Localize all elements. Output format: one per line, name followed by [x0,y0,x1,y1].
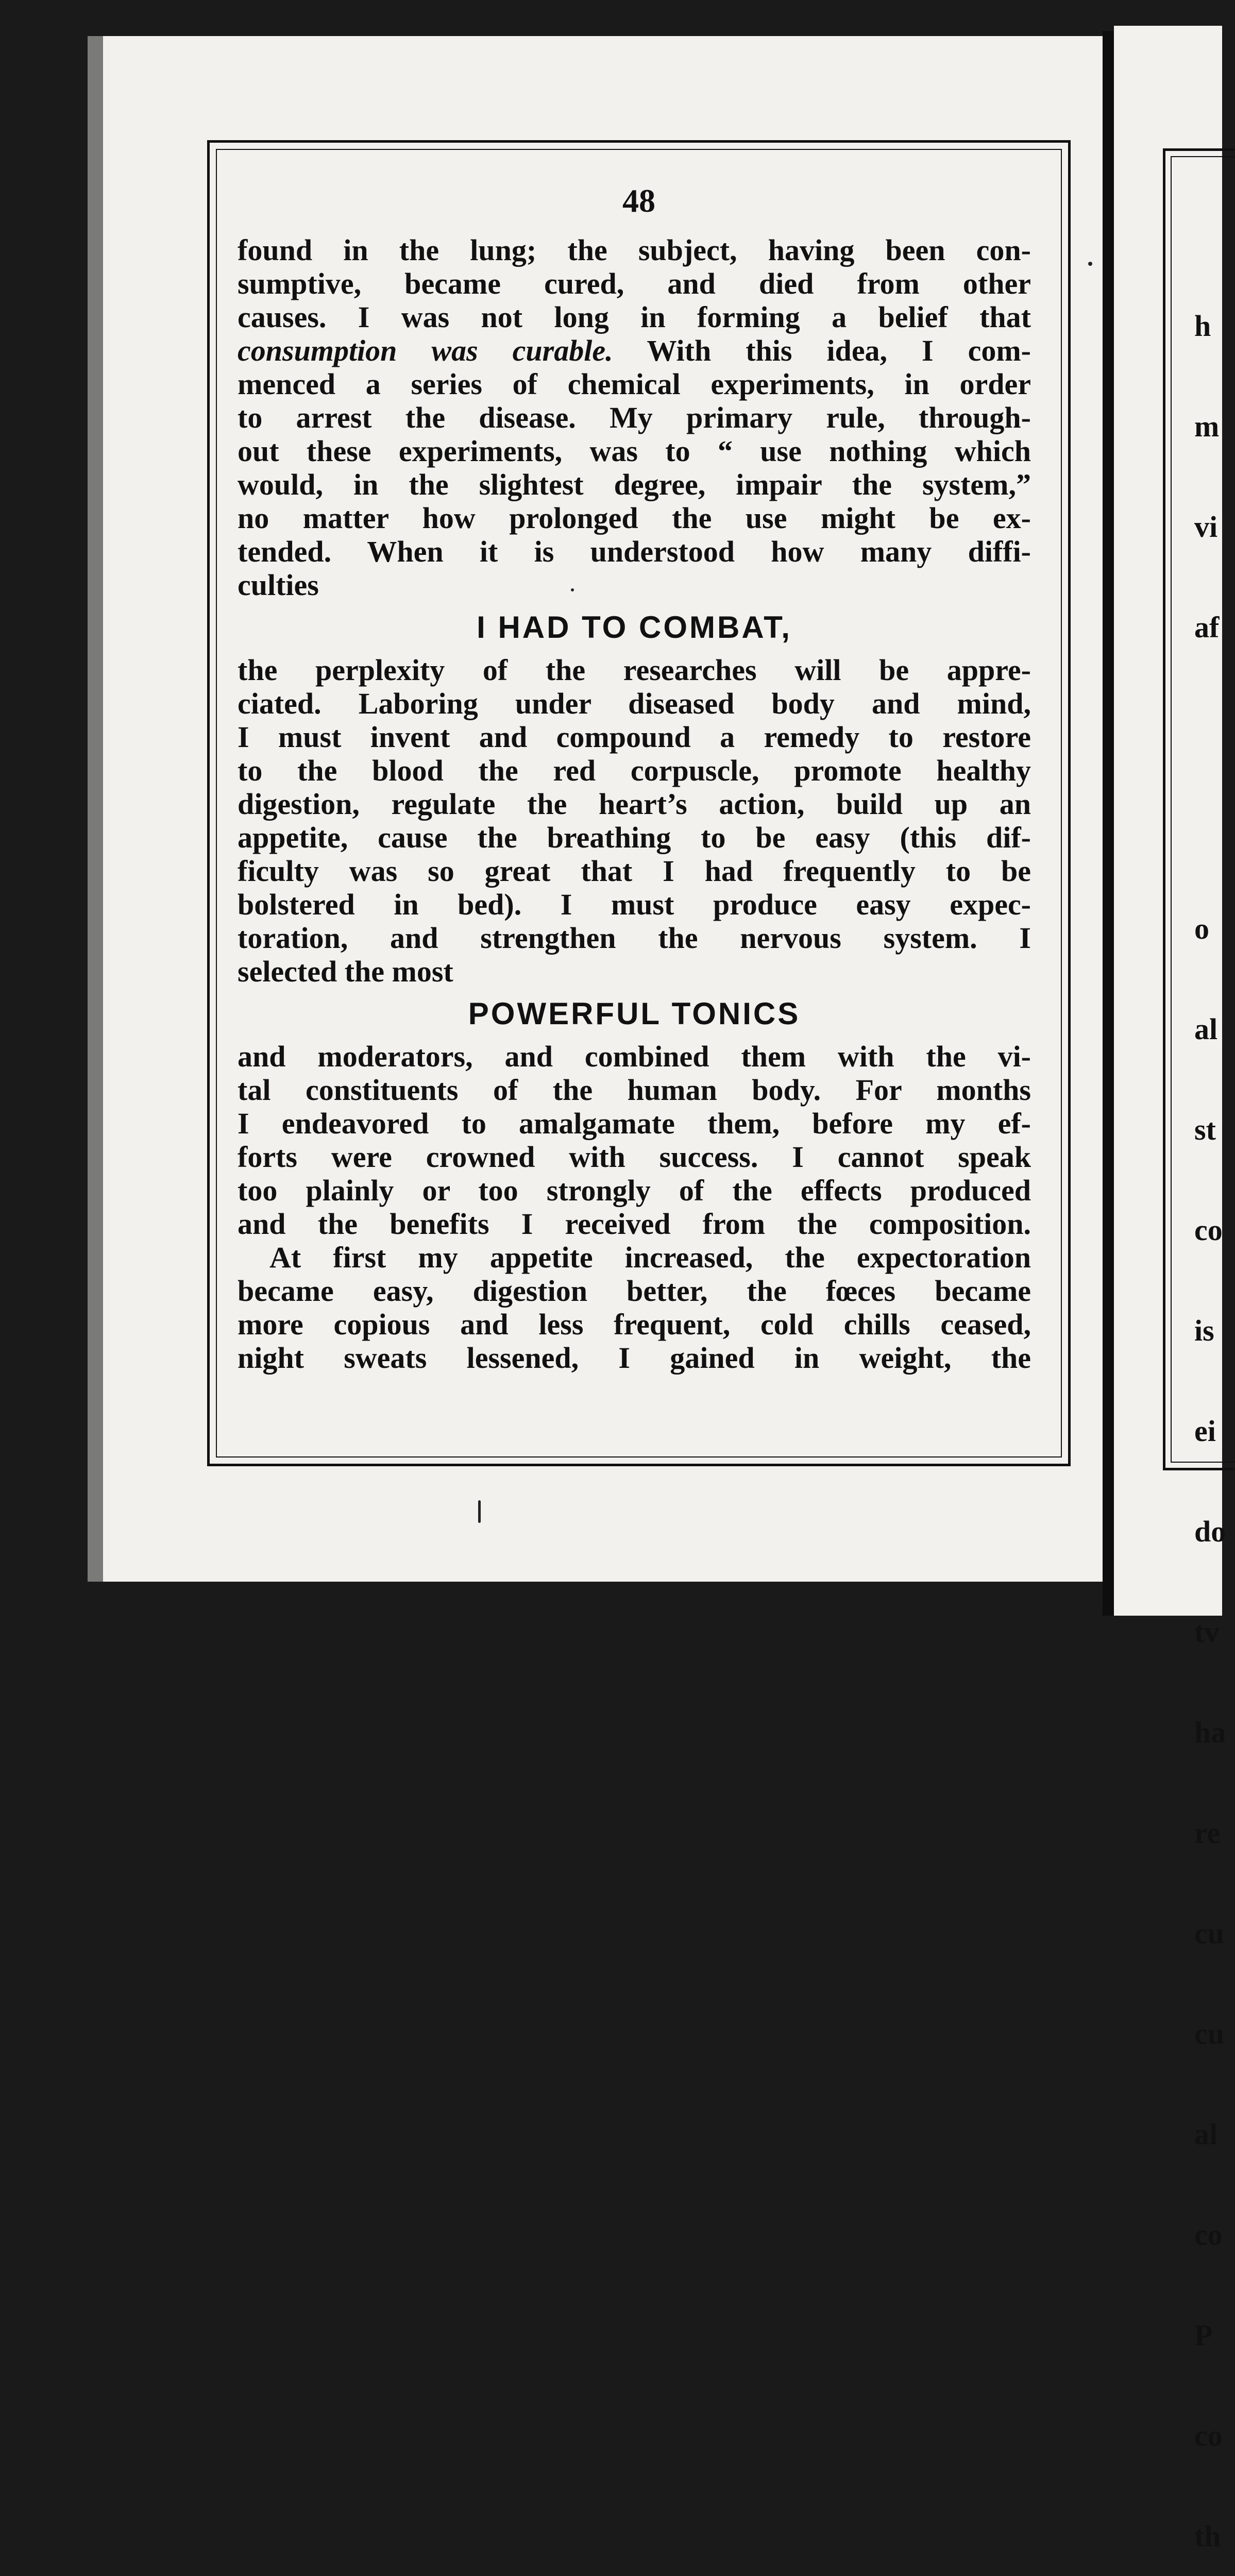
fragment-line: P [1194,2318,1213,2352]
text-line: causes. I was not long in forming a belief that [238,300,1031,334]
text-line: no matter how prolonged the use might be ex- [238,501,1031,535]
fragment-line: al [1194,1012,1218,1046]
body-text [238,233,1031,1375]
text-line: toration, and strengthen the nervous system. I [238,921,1031,955]
ink-speck [571,588,574,591]
fragment-line: al [1194,2117,1218,2151]
text-line: culties [238,568,319,602]
text-line: I endeavored to amalgamate them, before my ef- [238,1107,1031,1140]
text-line: found in the lung; the subject, having been con- [238,233,1031,267]
fragment-line: o [1194,912,1209,945]
text-line: bolstered in bed). I must produce easy expec- [238,888,1031,921]
fragment-line: is [1194,1314,1214,1347]
fragment-line [1194,811,1226,845]
text-line: ciated. Laboring under diseased body and mind, [238,687,1031,720]
right-page-fragment-column [1194,242,1226,2576]
text-line: to arrest the disease. My primary rule, through- [238,401,1031,434]
text-frame [207,140,1071,1466]
fragment-line [1194,711,1226,744]
fragment-line: ha [1194,1716,1226,1749]
section-heading: I HAD TO COMBAT, [477,610,792,645]
text-line: ficulty was so great that I had frequently to be [238,854,1031,888]
fragment-line: th [1194,2519,1221,2553]
fragment-line: st [1194,1113,1216,1146]
text-line: tended. When it is understood how many diffi- [238,535,1031,568]
text-line: to the blood the red corpuscle, promote healthy [238,754,1031,787]
fragment-line: tv [1194,1615,1220,1649]
fragment-line: co [1194,2419,1223,2452]
text-line: night sweats lessened, I gained in weight, the [238,1341,1031,1375]
ink-speck [478,1500,481,1523]
text-line: forts were crowned with success. I cannot speak [238,1140,1031,1174]
text-line: menced a series of chemical experiments, in order [238,367,1031,401]
text-line [238,334,1031,367]
fragment-line: co [1194,2218,1223,2251]
text-line: and the benefits I received from the composition. [238,1207,1031,1241]
text-line: At first my appetite increased, the expectoration [269,1241,1031,1274]
fragment-line: m [1194,410,1220,443]
fragment-line: cu [1194,2017,1224,2050]
text-line: sumptive, became cured, and died from other [238,267,1031,300]
fragment-line: vi [1194,510,1218,544]
text-line: digestion, regulate the heart’s action, build up an [238,787,1031,821]
fragment-line: af [1194,611,1220,644]
ink-speck [1088,262,1092,266]
fragment-line: ei [1194,1414,1216,1448]
text-line: out these experiments, was to “ use nothing which [238,434,1031,468]
text-line: became easy, digestion better, the fœces became [238,1274,1031,1308]
text-line: more copious and less frequent, cold chills ceased, [238,1308,1031,1341]
text-line: would, in the slightest degree, impair the system,” [238,468,1031,501]
fragment-line: do [1194,1515,1226,1548]
page-number: 48 [622,182,655,219]
text-run: With this idea, I com- [613,334,1031,367]
text-line: I must invent and compound a remedy to restore [238,720,1031,754]
text-line: appetite, cause the breathing to be easy (this dif- [238,821,1031,854]
fragment-line: co [1194,1213,1223,1247]
text-line: the perplexity of the researches will be appre- [238,653,1031,687]
fragment-line: re [1194,1816,1221,1850]
section-heading: POWERFUL TONICS [468,996,801,1031]
text-line: tal constituents of the human body. For months [238,1073,1031,1107]
fragment-line: h [1194,309,1211,343]
text-line: too plainly or too strongly of the effects produced [238,1174,1031,1207]
text-line: selected the most [238,955,453,988]
fragment-line: cu [1194,1917,1224,1950]
book-gutter [1103,31,1114,1616]
italic-phrase: consumption was curable. [238,334,613,367]
text-line: and moderators, and combined them with the vi- [238,1040,1031,1073]
